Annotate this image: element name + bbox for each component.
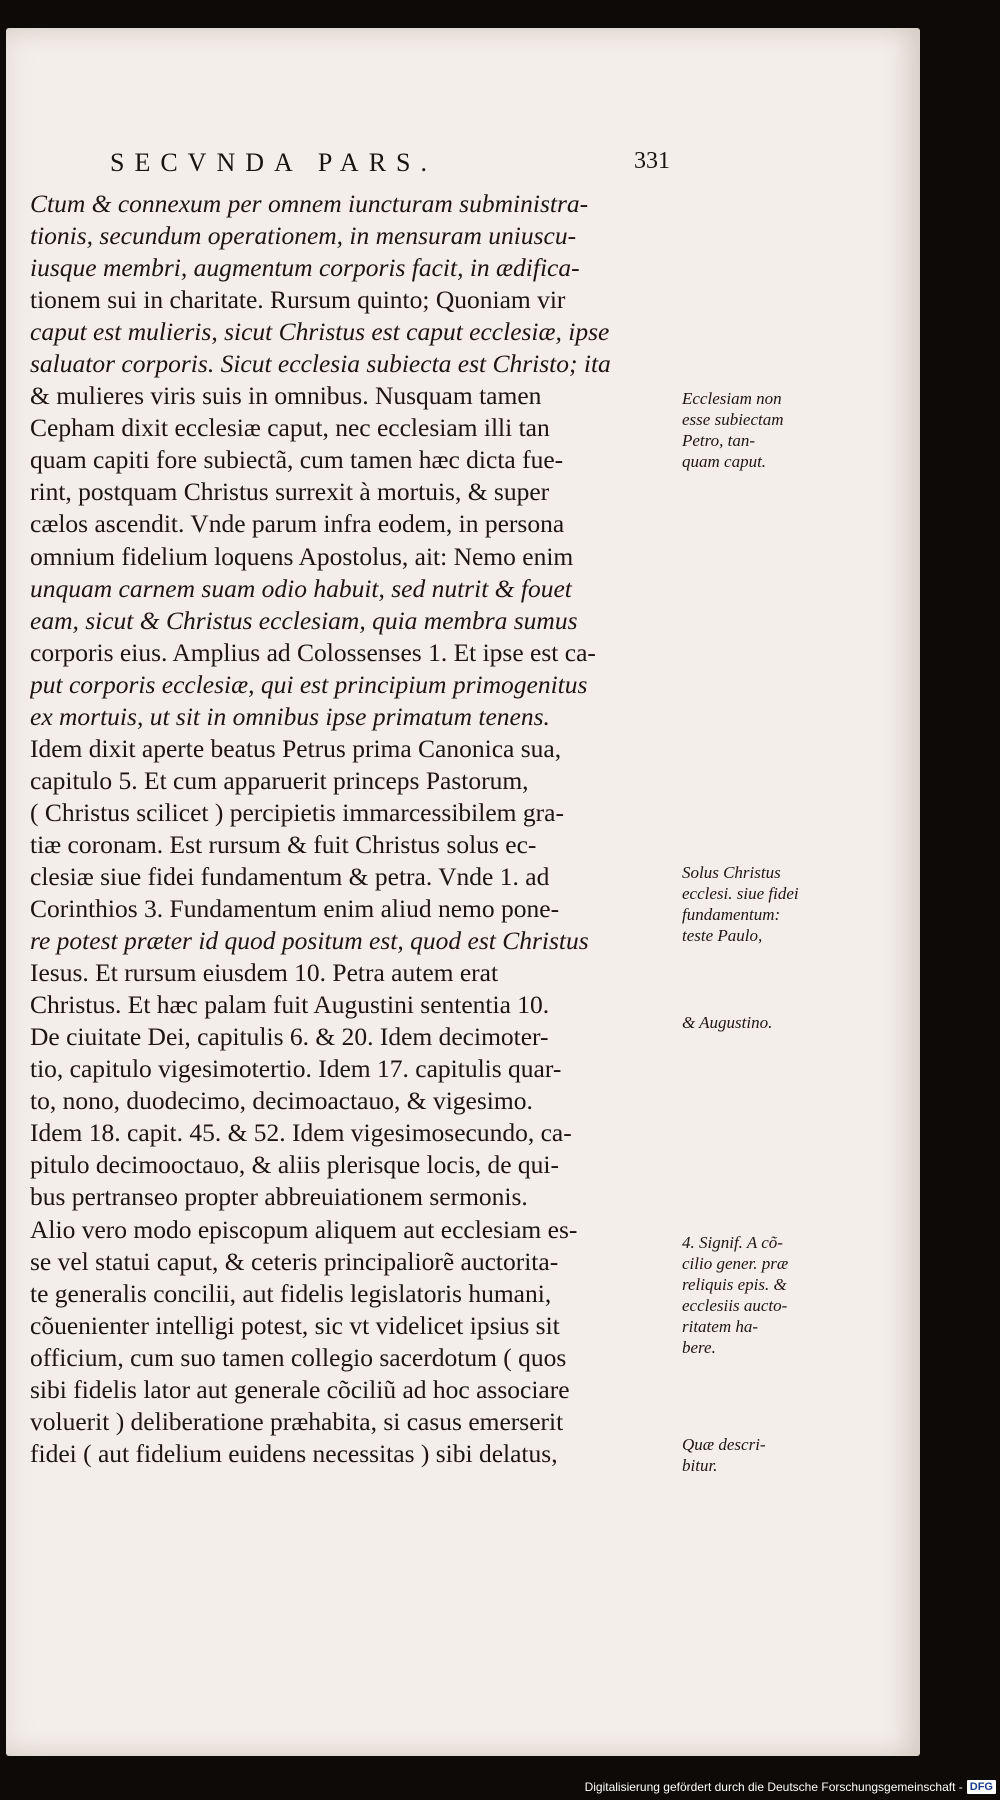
page-number: 331 xyxy=(634,148,670,174)
text-line: tionem sui in charitate. Rursum quinto; Quoniam vir xyxy=(30,285,566,315)
text-line: clesiæ siue fidei fundamentum & petra. Vnde 1. ad xyxy=(30,861,550,891)
margin-note-line: Quæ descri- xyxy=(682,1435,766,1454)
margin-note xyxy=(682,862,862,946)
text-line: Idem 18. capit. 45. & 52. Idem vigesimosecundo, ca- xyxy=(30,1118,572,1148)
text-line: bus pertranseo propter abbreuiationem sermonis. xyxy=(30,1182,528,1212)
margin-note-line: cilio gener. præ xyxy=(682,1254,789,1273)
text-line: tionis, secundum operationem, in mensuram uniuscu- xyxy=(30,221,577,251)
text-line: Christus. Et hæc palam fuit Augustini sententia 10. xyxy=(30,990,550,1020)
margin-note-line: & Augustino. xyxy=(682,1013,773,1032)
margin-note-line: quam caput. xyxy=(682,452,767,471)
text-line: cõuenienter intelligi potest, sic vt videlicet ipsius sit xyxy=(30,1310,560,1340)
text-line: pitulo decimooctauo, & aliis plerisque locis, de qui- xyxy=(30,1150,560,1180)
text-line: se vel statui caput, & ceteris principaliorẽ auctorita- xyxy=(30,1246,559,1276)
running-title: SECVNDA PARS. xyxy=(110,148,438,177)
text-line: Corinthios 3. Fundamentum enim aliud nemo pone- xyxy=(30,894,560,924)
margin-note xyxy=(682,388,862,472)
margin-note-line: bere. xyxy=(682,1338,716,1357)
margin-note xyxy=(682,1434,862,1476)
margin-note-line: 4. Signif. A cõ- xyxy=(682,1233,783,1252)
text-line: saluator corporis. Sicut ecclesia subiecta est Christo; ita xyxy=(30,349,611,379)
text-line: corporis eius. Amplius ad Colossenses 1. Et ipse est ca- xyxy=(30,637,596,667)
text-line: re potest præter id quod positum est, quod est Christus xyxy=(30,926,589,956)
text-line: unquam carnem suam odio habuit, sed nutrit & fouet xyxy=(30,573,572,603)
text-line: quam capiti fore subiectã, cum tamen hæc dicta fue- xyxy=(30,445,564,475)
text-line: Ctum & connexum per omnem iuncturam subministra- xyxy=(30,189,589,218)
text-line: eam, sicut & Christus ecclesiam, quia membra sumus xyxy=(30,605,578,635)
text-line: Alio vero modo episcopum aliquem aut ecclesiam es- xyxy=(30,1214,578,1244)
text-line: Iesus. Et rursum eiusdem 10. Petra autem erat xyxy=(30,958,499,988)
text-line: voluerit ) deliberatione præhabita, si casus emerserit xyxy=(30,1406,564,1436)
text-line: caput est mulieris, sicut Christus est caput ecclesiæ, ipse xyxy=(30,317,610,347)
text-line: sibi fidelis lator aut generale cõciliũ ad hoc associare xyxy=(30,1374,570,1404)
text-line: tiæ coronam. Est rursum & fuit Christus solus ec- xyxy=(30,829,537,859)
margin-note-line: reliquis epis. & xyxy=(682,1275,787,1294)
text-line: ex mortuis, ut sit in omnibus ipse primatum tenens. xyxy=(30,701,550,731)
text-line: cælos ascendit. Vnde parum infra eodem, in persona xyxy=(30,509,565,539)
margin-note xyxy=(682,1232,862,1358)
margin-note-line: Solus Christus xyxy=(682,863,781,882)
margin-note-line: Petro, tan- xyxy=(682,431,756,450)
text-line: fidei ( aut fidelium euidens necessitas ) sibi delatus, xyxy=(30,1438,558,1468)
margin-note-line: fundamentum: xyxy=(682,905,781,924)
main-text-block xyxy=(30,188,670,1470)
margin-note xyxy=(682,1012,862,1033)
digitization-credit xyxy=(585,1780,996,1794)
margin-note-line: ecclesiis aucto- xyxy=(682,1296,788,1315)
text-line: Cepham dixit ecclesiæ caput, nec ecclesiam illi tan xyxy=(30,413,550,443)
text-line: put corporis ecclesiæ, qui est principium primogenitus xyxy=(30,669,588,699)
text-line: rint, postquam Christus surrexit à mortuis, & super xyxy=(30,477,550,507)
text-line: ( Christus scilicet ) percipietis immarcessibilem gra- xyxy=(30,797,564,827)
margin-note-line: ecclesi. siue fidei xyxy=(682,884,799,903)
text-line: iusque membri, augmentum corporis facit, in ædifica- xyxy=(30,253,580,283)
margin-note-line: teste Paulo, xyxy=(682,926,763,945)
credit-text: Digitalisierung gefördert durch die Deutsche Forschungsgemeinschaft - xyxy=(584,1780,963,1794)
text-line: Idem dixit aperte beatus Petrus prima Canonica sua, xyxy=(30,733,562,763)
text-line: & mulieres viris suis in omnibus. Nusquam tamen xyxy=(30,381,542,411)
text-line: officium, cum suo tamen collegio sacerdotum ( quos xyxy=(30,1342,567,1372)
text-line: omnium fidelium loquens Apostolus, ait: Nemo enim xyxy=(30,541,574,571)
margin-note-line: bitur. xyxy=(682,1456,718,1475)
text-line: to, nono, duodecimo, decimoactauo, & vigesimo. xyxy=(30,1086,533,1116)
margin-note-line: esse subiectam xyxy=(682,410,784,429)
running-header xyxy=(110,148,670,180)
text-line: tio, capitulo vigesimotertio. Idem 17. capitulis quar- xyxy=(30,1054,562,1084)
text-line: te generalis concilii, aut fidelis legislatoris humani, xyxy=(30,1278,552,1308)
text-line: capitulo 5. Et cum apparuerit princeps Pastorum, xyxy=(30,765,529,795)
margin-note-line: Ecclesiam non xyxy=(682,389,782,408)
dfg-logo: DFG xyxy=(967,1780,996,1794)
margin-note-line: ritatem ha- xyxy=(682,1317,759,1336)
text-line: De ciuitate Dei, capitulis 6. & 20. Idem decimoter- xyxy=(30,1022,549,1052)
